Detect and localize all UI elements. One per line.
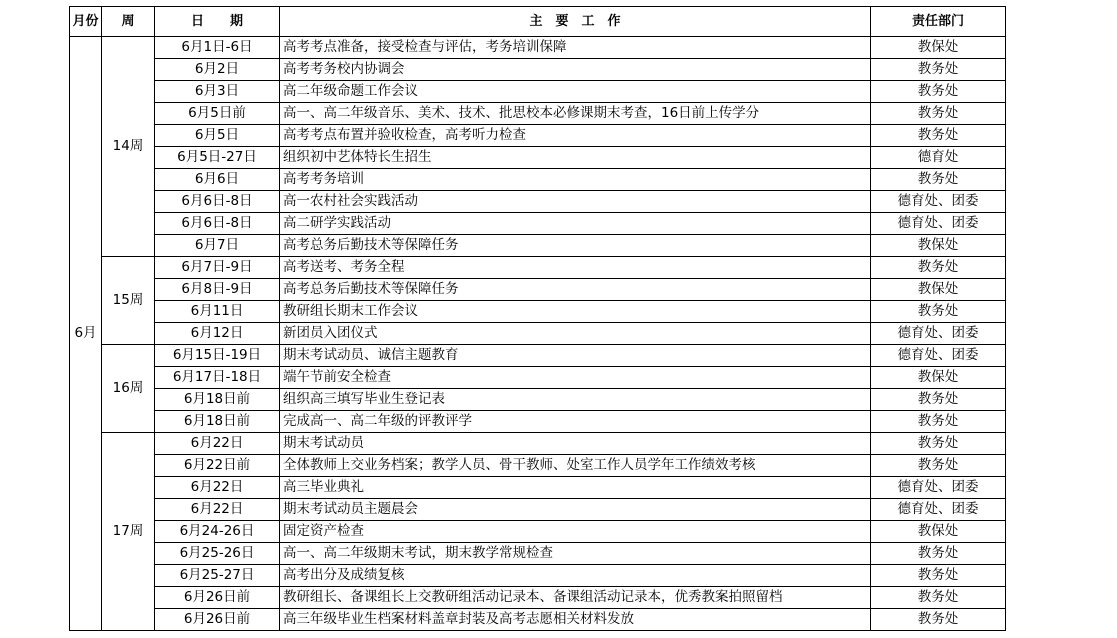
table-row — [70, 147, 1006, 169]
date-cell: 6月5日 — [155, 125, 280, 147]
table-row — [70, 587, 1006, 609]
date-cell: 6月6日-8日 — [155, 191, 280, 213]
date-cell: 6月12日 — [155, 323, 280, 345]
table-row — [70, 279, 1006, 301]
dept-cell: 教务处 — [871, 301, 1006, 323]
date-cell: 6月22日 — [155, 433, 280, 455]
task-cell: 高考总务后勤技术等保障任务 — [280, 235, 871, 257]
week-cell: 15周 — [102, 257, 155, 345]
table-row — [70, 257, 1006, 279]
task-cell: 高一农村社会实践活动 — [280, 191, 871, 213]
date-cell: 6月5日-27日 — [155, 147, 280, 169]
table-row — [70, 191, 1006, 213]
dept-cell: 教务处 — [871, 125, 1006, 147]
task-cell: 高三年级毕业生档案材料盖章封装及高考志愿相关材料发放 — [280, 609, 871, 631]
table-row — [70, 103, 1006, 125]
dept-cell: 教务处 — [871, 103, 1006, 125]
header-task: 主 要 工 作 — [280, 7, 871, 37]
date-cell: 6月22日 — [155, 499, 280, 521]
table-row — [70, 81, 1006, 103]
header-month: 月份 — [70, 7, 102, 37]
table-row — [70, 521, 1006, 543]
dept-cell: 教务处 — [871, 609, 1006, 631]
header-dept: 责任部门 — [871, 7, 1006, 37]
dept-cell: 教保处 — [871, 235, 1006, 257]
task-cell: 固定资产检查 — [280, 521, 871, 543]
dept-cell: 德育处、团委 — [871, 213, 1006, 235]
date-cell: 6月6日 — [155, 169, 280, 191]
dept-cell: 教务处 — [871, 455, 1006, 477]
dept-cell: 德育处、团委 — [871, 499, 1006, 521]
week-cell: 14周 — [102, 37, 155, 257]
dept-cell: 教务处 — [871, 257, 1006, 279]
table-row — [70, 213, 1006, 235]
dept-cell: 教务处 — [871, 59, 1006, 81]
dept-cell: 教保处 — [871, 37, 1006, 59]
dept-cell: 德育处、团委 — [871, 345, 1006, 367]
table-row — [70, 433, 1006, 455]
date-cell: 6月8日-9日 — [155, 279, 280, 301]
dept-cell: 教务处 — [871, 411, 1006, 433]
dept-cell: 教务处 — [871, 433, 1006, 455]
task-cell: 高一、高二年级期末考试，期末教学常规检查 — [280, 543, 871, 565]
date-cell: 6月26日前 — [155, 587, 280, 609]
date-cell: 6月3日 — [155, 81, 280, 103]
schedule-table — [69, 6, 1006, 631]
table-row — [70, 389, 1006, 411]
dept-cell: 教保处 — [871, 367, 1006, 389]
date-cell: 6月18日前 — [155, 411, 280, 433]
table-row — [70, 543, 1006, 565]
date-cell: 6月22日前 — [155, 455, 280, 477]
table-row — [70, 455, 1006, 477]
task-cell: 高考考点布置并验收检查，高考听力检查 — [280, 125, 871, 147]
task-cell: 完成高一、高二年级的评教评学 — [280, 411, 871, 433]
table-row — [70, 367, 1006, 389]
date-cell: 6月6日-8日 — [155, 213, 280, 235]
table-row — [70, 477, 1006, 499]
table-row — [70, 411, 1006, 433]
dept-cell: 教保处 — [871, 521, 1006, 543]
task-cell: 高三毕业典礼 — [280, 477, 871, 499]
date-cell: 6月22日 — [155, 477, 280, 499]
task-cell: 期末考试动员主题晨会 — [280, 499, 871, 521]
task-cell: 组织初中艺体特长生招生 — [280, 147, 871, 169]
dept-cell: 教务处 — [871, 565, 1006, 587]
task-cell: 高考总务后勤技术等保障任务 — [280, 279, 871, 301]
task-cell: 期末考试动员、诚信主题教育 — [280, 345, 871, 367]
task-cell: 高一、高二年级音乐、美术、技术、批思校本必修课期末考查，16日前上传学分 — [280, 103, 871, 125]
month-cell: 6月 — [70, 37, 102, 631]
table-row — [70, 37, 1006, 59]
date-cell: 6月11日 — [155, 301, 280, 323]
table-row — [70, 609, 1006, 631]
table-header — [70, 7, 1006, 37]
dept-cell: 教务处 — [871, 389, 1006, 411]
table-row — [70, 565, 1006, 587]
table-row — [70, 499, 1006, 521]
table-row — [70, 59, 1006, 81]
task-cell: 高二研学实践活动 — [280, 213, 871, 235]
task-cell: 组织高三填写毕业生登记表 — [280, 389, 871, 411]
table-row — [70, 169, 1006, 191]
date-cell: 6月7日 — [155, 235, 280, 257]
task-cell: 高考考务培训 — [280, 169, 871, 191]
dept-cell: 教务处 — [871, 169, 1006, 191]
header-row — [70, 7, 1006, 37]
task-cell: 高考送考、考务全程 — [280, 257, 871, 279]
dept-cell: 德育处、团委 — [871, 191, 1006, 213]
date-cell: 6月5日前 — [155, 103, 280, 125]
task-cell: 全体教师上交业务档案；教学人员、骨干教师、处室工作人员学年工作绩效考核 — [280, 455, 871, 477]
table-row — [70, 345, 1006, 367]
task-cell: 高二年级命题工作会议 — [280, 81, 871, 103]
task-cell: 教研组长、备课组长上交教研组活动记录本、备课组活动记录本，优秀教案拍照留档 — [280, 587, 871, 609]
date-cell: 6月25-27日 — [155, 565, 280, 587]
dept-cell: 德育处、团委 — [871, 323, 1006, 345]
task-cell: 期末考试动员 — [280, 433, 871, 455]
task-cell: 高考出分及成绩复核 — [280, 565, 871, 587]
date-cell: 6月2日 — [155, 59, 280, 81]
date-cell: 6月25-26日 — [155, 543, 280, 565]
dept-cell: 教务处 — [871, 587, 1006, 609]
task-cell: 教研组长期末工作会议 — [280, 301, 871, 323]
date-cell: 6月24-26日 — [155, 521, 280, 543]
date-cell: 6月15日-19日 — [155, 345, 280, 367]
dept-cell: 教务处 — [871, 543, 1006, 565]
task-cell: 端午节前安全检查 — [280, 367, 871, 389]
week-cell: 16周 — [102, 345, 155, 433]
task-cell: 高考考务校内协调会 — [280, 59, 871, 81]
dept-cell: 德育处 — [871, 147, 1006, 169]
table-row — [70, 323, 1006, 345]
dept-cell: 教务处 — [871, 81, 1006, 103]
table-row — [70, 235, 1006, 257]
task-cell: 新团员入团仪式 — [280, 323, 871, 345]
task-cell: 高考考点准备，接受检查与评估，考务培训保障 — [280, 37, 871, 59]
dept-cell: 德育处、团委 — [871, 477, 1006, 499]
date-cell: 6月7日-9日 — [155, 257, 280, 279]
date-cell: 6月1日-6日 — [155, 37, 280, 59]
week-cell: 17周 — [102, 433, 155, 631]
header-week: 周 — [102, 7, 155, 37]
date-cell: 6月26日前 — [155, 609, 280, 631]
date-cell: 6月18日前 — [155, 389, 280, 411]
table-body — [70, 37, 1006, 631]
dept-cell: 教保处 — [871, 279, 1006, 301]
table-row — [70, 301, 1006, 323]
table-row — [70, 125, 1006, 147]
date-cell: 6月17日-18日 — [155, 367, 280, 389]
header-date: 日 期 — [155, 7, 280, 37]
